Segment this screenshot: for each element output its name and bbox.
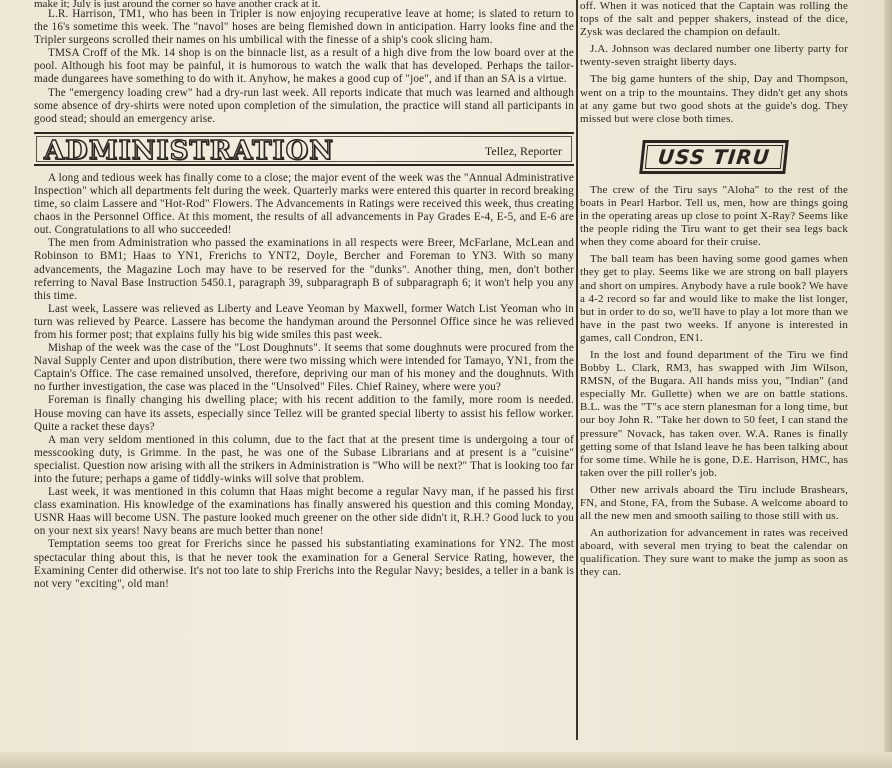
paragraph: The ball team has been having some good games when they get to play. Seems like we are strong on ball players and short on umpires. Anybody have a rule book? We have a 4-2 record so far and would like to make the list longer, but in order to do so, we'll have to play a lot more than we have in the past two weeks. If anyone is interested in games, call Condron, EN1. — [580, 253, 848, 344]
paragraph: The crew of the Tiru says "Aloha" to the rest of the boats in Pearl Harbor. Tell us, men, how are things going in the operating areas up close to point X-Ray? Seems like the people riding the Tiru want to get their sea legs back when they come aboard for their cruise. — [580, 183, 848, 249]
paragraph: off. When it was noticed that the Captain was rolling the tops of the salt and pepper shakers, instead of the dice, Zysk was declared the champion on default. — [580, 0, 848, 39]
paragraph: Last week, Lassere was relieved as Liberty and Leave Yeoman by Maxwell, former Watch List Yeoman who in turn was relieved by Pearce. Lassere has become the handyman around the Personnel Office since he was relieved from his former post; that explains fully his big wide smiles this past week. — [34, 302, 574, 341]
paragraph: TMSA Croff of the Mk. 14 shop is on the binnacle list, as a result of a high dive from the low board over at the pool. Although his foot may be painful, it is humorous to watch the walk that has developed. Perhaps the tailor-made dungarees have something to do with it. Anyhow, he makes a good cup of "joe", and if than an SA is a virtue. — [34, 47, 574, 86]
paragraph: Mishap of the week was the case of the "Lost Doughnuts". It seems that some doughnuts were procured from the Naval Supply Center and upon distribution, there were two missing which were intended for Tamayo, YN1, from the Captain's Office. The case remained unsolved, therefore, depriving our man of his money and the doughnuts. With no further investigation, the case was placed in the "Unsolved" Files. Chief Rainey, where were you? — [34, 342, 574, 394]
cut-off-line: make it; July is just around the corner so have another crack at it. — [34, 0, 321, 8]
uss-tiru-header — [580, 134, 848, 174]
administration-header — [34, 132, 574, 166]
paragraph: The big game hunters of the ship, Day and Thompson, went on a trip to the mountains. They didn't get any shots at any game but two good shots at the guide's dog. They missed but were close both times. — [580, 73, 848, 125]
page-edge — [0, 752, 892, 768]
right-column — [580, 0, 848, 768]
section-title-box — [639, 140, 789, 174]
paragraph: The men from Administration who passed the examinations in all respects were Breer, McFarlane, McLean and Robinson to BM1; Haas to YN1, Frerichs to YNT2, Doyle, Bercher and Foreman to YN3. With so many advancements, the Magazine Loch may have to be reserved for the "dunks". Another thing, men, don't bother referring to Naval Base Instruction 5450.1, paragraph 39, subparagraph B of subparagraph 6; it won't help you any this time. — [34, 237, 574, 302]
paragraph: A long and tedious week has finally come to a close; the major event of the week was the "Annual Administrative Inspection" which all departments felt during the week. Quarterly marks were entered this quarter in record breaking time, so claim Lassere and "Hot-Rod" Flowers. The Advancements in Ratings were received this week, thus creating chaos in the Personnel Office. At this moment, the results of all advancements in Pay Grades E-4, E-5, and E-6 are out. Congratulations to all who succeeded! — [34, 171, 574, 237]
page-edge — [884, 0, 892, 768]
left-column — [34, 0, 574, 768]
paragraph: The "emergency loading crew" had a dry-run last week. All reports indicate that much was learned and although some absence of dry-shirts were noted upon completion of the simulation, the practice will stand all participants in good stead; should an emergency arise. — [34, 86, 574, 125]
section-title: USS TIRU — [656, 144, 772, 169]
paragraph: In the lost and found department of the Tiru we find Bobby L. Clark, RM3, has swapped with Jim Wilson, RMSN, of the Bugara. All hands miss you, "Indian" (and especially Mr. Gullette) when we are on battle stations. B.L. was the "T"s ace stern planesman for a long time, but our boy John R. "Take her down to 50 feet, I can stand the pressure" Novack, has taken over. W.A. Ranes is finally getting some of that Island leave he has been talking about for some time. While he is gone, D.E. Harrison, HMC, has taken over the pill roller's job. — [580, 348, 848, 479]
paragraph: L.R. Harrison, TM1, who has been in Tripler is now enjoying recuperative leave at home; is slated to return to the 16's sometime this week. The "navol" hoses are being flemished down in anticipation. Harry looks fine and the Tripler surgeons scrolled their names on his umbilical with the finesse of a ship's cook slicing ham. — [34, 8, 574, 47]
paragraph: An authorization for advancement in rates was received aboard, with several men trying to beat the calendar on qualification. They sure want to make the jump as soon as they can. — [580, 527, 848, 579]
column-divider — [576, 0, 578, 740]
paragraph: Foreman is finally changing his dwelling place; with his recent addition to the family, more room is needed. House moving can have its assets, especially since Tellez will be granted special liberty to assist his fellow worker. Quite a racket these days? — [34, 394, 574, 433]
paragraph: Temptation seems too great for Frerichs since he passed his substantiating examinations for YN2. The most spectacular thing about this, is that he never took the examination for a General Service Rating, however, the Examining Center did otherwise. It's not too late to ship Frerichs into the Regular Navy; besides, a teller in a bank is not very "exciting", old man! — [34, 538, 574, 590]
paragraph: Last week, it was mentioned in this column that Haas might become a regular Navy man, if he passed his first class examination. His knowledge of the examinations has finally answered his question and this coming Monday, USNR Haas will become USN. The pasture looked much greener on the other side didn't it, R.H.? Good luck to you on your next six years! Navy beans are much better than none! — [34, 486, 574, 538]
section-title: ADMINISTRATION — [44, 135, 334, 166]
paragraph: A man very seldom mentioned in this column, due to the fact that at the present time is undergoing a tour of messcooking duty, is Grimme. In the past, he was one of the Subase Librarians and at present is a "cuisine" specialist. Question now arising with all the strikers in Administration is "Who will be next?" That is looking too far into the future; perhaps a game of tiddly-winks will solve that problem. — [34, 433, 574, 485]
paragraph: J.A. Johnson was declared number one liberty party for twenty-seven straight liberty days. — [580, 43, 848, 69]
reporter-byline: Tellez, Reporter — [484, 143, 562, 158]
paragraph: Other new arrivals aboard the Tiru include Brashears, FN, and Stone, FA, from the Subase. A welcome aboard to all the new men and smooth sailing to those still with us. — [580, 483, 848, 523]
